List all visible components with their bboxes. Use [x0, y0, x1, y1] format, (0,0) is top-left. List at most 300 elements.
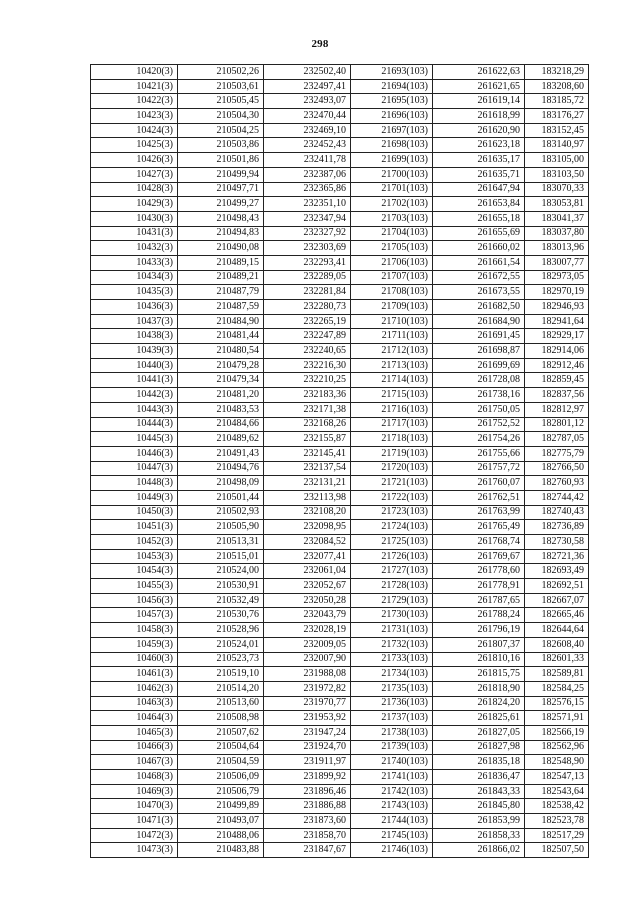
- x-coordinate-a-cell: 210503,61: [178, 79, 264, 94]
- x-coordinate-a-cell: 210480,54: [178, 344, 264, 359]
- x-coordinate-b-cell: 261765,49: [433, 520, 525, 535]
- point-id-b-cell: 21718(103): [351, 432, 433, 447]
- x-coordinate-b-cell: 261815,75: [433, 667, 525, 682]
- x-coordinate-b-cell: 261684,90: [433, 314, 525, 329]
- x-coordinate-b-cell: 261835,18: [433, 755, 525, 770]
- point-id-b-cell: 21743(103): [351, 799, 433, 814]
- point-id-a-cell: 10469(3): [91, 784, 178, 799]
- x-coordinate-a-cell: 210493,07: [178, 814, 264, 829]
- x-coordinate-b-cell: 261635,71: [433, 167, 525, 182]
- y-coordinate-b-cell: 182730,58: [525, 535, 589, 550]
- x-coordinate-a-cell: 210491,43: [178, 446, 264, 461]
- y-coordinate-b-cell: 182576,15: [525, 696, 589, 711]
- point-id-b-cell: 21736(103): [351, 696, 433, 711]
- point-id-b-cell: 21742(103): [351, 784, 433, 799]
- x-coordinate-a-cell: 210498,09: [178, 476, 264, 491]
- y-coordinate-a-cell: 232281,84: [264, 285, 351, 300]
- table-row: [91, 696, 589, 711]
- y-coordinate-b-cell: 182538,42: [525, 799, 589, 814]
- y-coordinate-b-cell: 182929,17: [525, 329, 589, 344]
- y-coordinate-a-cell: 232210,25: [264, 373, 351, 388]
- point-id-b-cell: 21713(103): [351, 358, 433, 373]
- x-coordinate-a-cell: 210504,25: [178, 123, 264, 138]
- point-id-b-cell: 21738(103): [351, 725, 433, 740]
- y-coordinate-a-cell: 232247,89: [264, 329, 351, 344]
- y-coordinate-a-cell: 231899,92: [264, 770, 351, 785]
- point-id-b-cell: 21741(103): [351, 770, 433, 785]
- y-coordinate-a-cell: 232137,54: [264, 461, 351, 476]
- point-id-b-cell: 21712(103): [351, 344, 433, 359]
- x-coordinate-b-cell: 261621,65: [433, 79, 525, 94]
- x-coordinate-a-cell: 210499,94: [178, 167, 264, 182]
- table-row: [91, 255, 589, 270]
- point-id-a-cell: 10462(3): [91, 681, 178, 696]
- x-coordinate-b-cell: 261762,51: [433, 490, 525, 505]
- x-coordinate-b-cell: 261755,66: [433, 446, 525, 461]
- x-coordinate-b-cell: 261824,20: [433, 696, 525, 711]
- point-id-a-cell: 10430(3): [91, 211, 178, 226]
- x-coordinate-b-cell: 261845,80: [433, 799, 525, 814]
- table-row: [91, 593, 589, 608]
- x-coordinate-b-cell: 261673,55: [433, 285, 525, 300]
- y-coordinate-a-cell: 232084,52: [264, 535, 351, 550]
- x-coordinate-b-cell: 261750,05: [433, 402, 525, 417]
- point-id-b-cell: 21717(103): [351, 417, 433, 432]
- x-coordinate-b-cell: 261763,99: [433, 505, 525, 520]
- point-id-b-cell: 21716(103): [351, 402, 433, 417]
- table-row: [91, 94, 589, 109]
- table-row: [91, 402, 589, 417]
- x-coordinate-a-cell: 210505,45: [178, 94, 264, 109]
- point-id-b-cell: 21711(103): [351, 329, 433, 344]
- y-coordinate-b-cell: 182608,40: [525, 637, 589, 652]
- point-id-b-cell: 21710(103): [351, 314, 433, 329]
- y-coordinate-a-cell: 232387,06: [264, 167, 351, 182]
- table-row: [91, 843, 589, 858]
- point-id-b-cell: 21695(103): [351, 94, 433, 109]
- y-coordinate-a-cell: 232216,30: [264, 358, 351, 373]
- x-coordinate-b-cell: 261788,24: [433, 608, 525, 623]
- x-coordinate-a-cell: 210506,09: [178, 770, 264, 785]
- y-coordinate-a-cell: 232009,05: [264, 637, 351, 652]
- y-coordinate-b-cell: 182760,93: [525, 476, 589, 491]
- y-coordinate-b-cell: 182912,46: [525, 358, 589, 373]
- x-coordinate-a-cell: 210483,53: [178, 402, 264, 417]
- table-row: [91, 300, 589, 315]
- y-coordinate-b-cell: 182766,50: [525, 461, 589, 476]
- y-coordinate-a-cell: 231924,70: [264, 740, 351, 755]
- point-id-a-cell: 10466(3): [91, 740, 178, 755]
- y-coordinate-a-cell: 231988,08: [264, 667, 351, 682]
- point-id-a-cell: 10439(3): [91, 344, 178, 359]
- y-coordinate-b-cell: 182543,64: [525, 784, 589, 799]
- table-row: [91, 476, 589, 491]
- point-id-a-cell: 10427(3): [91, 167, 178, 182]
- point-id-a-cell: 10426(3): [91, 153, 178, 168]
- y-coordinate-b-cell: 182667,07: [525, 593, 589, 608]
- x-coordinate-b-cell: 261796,19: [433, 623, 525, 638]
- point-id-b-cell: 21693(103): [351, 65, 433, 80]
- y-coordinate-a-cell: 232108,20: [264, 505, 351, 520]
- y-coordinate-a-cell: 231947,24: [264, 725, 351, 740]
- y-coordinate-b-cell: 182970,19: [525, 285, 589, 300]
- x-coordinate-a-cell: 210514,20: [178, 681, 264, 696]
- y-coordinate-b-cell: 182562,96: [525, 740, 589, 755]
- x-coordinate-a-cell: 210489,21: [178, 270, 264, 285]
- y-coordinate-b-cell: 182665,46: [525, 608, 589, 623]
- y-coordinate-b-cell: 182548,90: [525, 755, 589, 770]
- point-id-a-cell: 10460(3): [91, 652, 178, 667]
- point-id-b-cell: 21732(103): [351, 637, 433, 652]
- x-coordinate-b-cell: 261738,16: [433, 388, 525, 403]
- point-id-a-cell: 10448(3): [91, 476, 178, 491]
- point-id-b-cell: 21698(103): [351, 138, 433, 153]
- point-id-b-cell: 21699(103): [351, 153, 433, 168]
- point-id-b-cell: 21730(103): [351, 608, 433, 623]
- table-row: [91, 740, 589, 755]
- table-row: [91, 446, 589, 461]
- y-coordinate-a-cell: 232347,94: [264, 211, 351, 226]
- x-coordinate-a-cell: 210530,91: [178, 579, 264, 594]
- table-row: [91, 505, 589, 520]
- table-row: [91, 770, 589, 785]
- point-id-b-cell: 21700(103): [351, 167, 433, 182]
- point-id-b-cell: 21726(103): [351, 549, 433, 564]
- x-coordinate-a-cell: 210504,64: [178, 740, 264, 755]
- point-id-b-cell: 21707(103): [351, 270, 433, 285]
- x-coordinate-b-cell: 261787,65: [433, 593, 525, 608]
- y-coordinate-a-cell: 231911,97: [264, 755, 351, 770]
- x-coordinate-b-cell: 261778,60: [433, 564, 525, 579]
- point-id-b-cell: 21714(103): [351, 373, 433, 388]
- y-coordinate-a-cell: 232502,40: [264, 65, 351, 80]
- x-coordinate-b-cell: 261635,17: [433, 153, 525, 168]
- y-coordinate-b-cell: 182914,06: [525, 344, 589, 359]
- x-coordinate-a-cell: 210502,93: [178, 505, 264, 520]
- y-coordinate-a-cell: 231970,77: [264, 696, 351, 711]
- point-id-a-cell: 10452(3): [91, 535, 178, 550]
- x-coordinate-a-cell: 210530,76: [178, 608, 264, 623]
- x-coordinate-b-cell: 261825,61: [433, 711, 525, 726]
- x-coordinate-a-cell: 210501,86: [178, 153, 264, 168]
- x-coordinate-a-cell: 210501,44: [178, 490, 264, 505]
- point-id-a-cell: 10454(3): [91, 564, 178, 579]
- x-coordinate-a-cell: 210498,43: [178, 211, 264, 226]
- point-id-b-cell: 21728(103): [351, 579, 433, 594]
- table-row: [91, 197, 589, 212]
- table-row: [91, 828, 589, 843]
- y-coordinate-a-cell: 231847,67: [264, 843, 351, 858]
- x-coordinate-a-cell: 210494,83: [178, 226, 264, 241]
- y-coordinate-b-cell: 183185,72: [525, 94, 589, 109]
- x-coordinate-b-cell: 261807,37: [433, 637, 525, 652]
- y-coordinate-b-cell: 182941,64: [525, 314, 589, 329]
- y-coordinate-b-cell: 182692,51: [525, 579, 589, 594]
- table-row: [91, 725, 589, 740]
- point-id-b-cell: 21734(103): [351, 667, 433, 682]
- point-id-a-cell: 10447(3): [91, 461, 178, 476]
- y-coordinate-a-cell: 232293,41: [264, 255, 351, 270]
- x-coordinate-a-cell: 210497,71: [178, 182, 264, 197]
- y-coordinate-a-cell: 232183,36: [264, 388, 351, 403]
- point-id-a-cell: 10461(3): [91, 667, 178, 682]
- y-coordinate-b-cell: 183013,96: [525, 241, 589, 256]
- point-id-a-cell: 10425(3): [91, 138, 178, 153]
- point-id-a-cell: 10443(3): [91, 402, 178, 417]
- point-id-a-cell: 10468(3): [91, 770, 178, 785]
- y-coordinate-a-cell: 232470,44: [264, 109, 351, 124]
- x-coordinate-b-cell: 261620,90: [433, 123, 525, 138]
- y-coordinate-b-cell: 183103,50: [525, 167, 589, 182]
- table-row: [91, 623, 589, 638]
- x-coordinate-a-cell: 210528,96: [178, 623, 264, 638]
- y-coordinate-b-cell: 182523,78: [525, 814, 589, 829]
- y-coordinate-a-cell: 231972,82: [264, 681, 351, 696]
- point-id-a-cell: 10458(3): [91, 623, 178, 638]
- y-coordinate-b-cell: 182837,56: [525, 388, 589, 403]
- y-coordinate-b-cell: 183176,27: [525, 109, 589, 124]
- y-coordinate-b-cell: 182584,25: [525, 681, 589, 696]
- x-coordinate-b-cell: 261810,16: [433, 652, 525, 667]
- table-row: [91, 358, 589, 373]
- y-coordinate-a-cell: 232113,98: [264, 490, 351, 505]
- point-id-b-cell: 21708(103): [351, 285, 433, 300]
- y-coordinate-a-cell: 232411,78: [264, 153, 351, 168]
- x-coordinate-b-cell: 261836,47: [433, 770, 525, 785]
- page-number: 298: [311, 38, 329, 50]
- y-coordinate-b-cell: 182547,13: [525, 770, 589, 785]
- x-coordinate-b-cell: 261853,99: [433, 814, 525, 829]
- x-coordinate-a-cell: 210513,31: [178, 535, 264, 550]
- point-id-a-cell: 10464(3): [91, 711, 178, 726]
- point-id-a-cell: 10423(3): [91, 109, 178, 124]
- point-id-a-cell: 10473(3): [91, 843, 178, 858]
- point-id-b-cell: 21733(103): [351, 652, 433, 667]
- point-id-b-cell: 21724(103): [351, 520, 433, 535]
- y-coordinate-a-cell: 231896,46: [264, 784, 351, 799]
- point-id-a-cell: 10467(3): [91, 755, 178, 770]
- y-coordinate-a-cell: 232052,67: [264, 579, 351, 594]
- x-coordinate-a-cell: 210506,79: [178, 784, 264, 799]
- point-id-b-cell: 21697(103): [351, 123, 433, 138]
- point-id-b-cell: 21731(103): [351, 623, 433, 638]
- y-coordinate-a-cell: 232497,41: [264, 79, 351, 94]
- x-coordinate-b-cell: 261728,08: [433, 373, 525, 388]
- y-coordinate-a-cell: 232028,19: [264, 623, 351, 638]
- table-row: [91, 344, 589, 359]
- table-row: [91, 153, 589, 168]
- point-id-a-cell: 10422(3): [91, 94, 178, 109]
- point-id-a-cell: 10459(3): [91, 637, 178, 652]
- table-row: [91, 564, 589, 579]
- x-coordinate-a-cell: 210487,79: [178, 285, 264, 300]
- point-id-a-cell: 10451(3): [91, 520, 178, 535]
- table-row: [91, 65, 589, 80]
- y-coordinate-b-cell: 182812,97: [525, 402, 589, 417]
- y-coordinate-a-cell: 232351,10: [264, 197, 351, 212]
- point-id-b-cell: 21723(103): [351, 505, 433, 520]
- x-coordinate-a-cell: 210484,90: [178, 314, 264, 329]
- point-id-a-cell: 10421(3): [91, 79, 178, 94]
- table-row: [91, 535, 589, 550]
- y-coordinate-b-cell: 182744,42: [525, 490, 589, 505]
- x-coordinate-a-cell: 210532,49: [178, 593, 264, 608]
- y-coordinate-a-cell: 232098,95: [264, 520, 351, 535]
- y-coordinate-b-cell: 183208,60: [525, 79, 589, 94]
- table-row: [91, 608, 589, 623]
- y-coordinate-a-cell: 232050,28: [264, 593, 351, 608]
- point-id-a-cell: 10456(3): [91, 593, 178, 608]
- y-coordinate-a-cell: 231953,92: [264, 711, 351, 726]
- y-coordinate-a-cell: 232289,05: [264, 270, 351, 285]
- y-coordinate-b-cell: 182693,49: [525, 564, 589, 579]
- y-coordinate-a-cell: 232155,87: [264, 432, 351, 447]
- x-coordinate-a-cell: 210499,27: [178, 197, 264, 212]
- x-coordinate-b-cell: 261778,91: [433, 579, 525, 594]
- point-id-b-cell: 21746(103): [351, 843, 433, 858]
- x-coordinate-a-cell: 210488,06: [178, 828, 264, 843]
- coordinates-table: [90, 64, 589, 858]
- y-coordinate-a-cell: 232077,41: [264, 549, 351, 564]
- point-id-a-cell: 10450(3): [91, 505, 178, 520]
- point-id-b-cell: 21705(103): [351, 241, 433, 256]
- point-id-a-cell: 10432(3): [91, 241, 178, 256]
- point-id-a-cell: 10472(3): [91, 828, 178, 843]
- y-coordinate-a-cell: 231873,60: [264, 814, 351, 829]
- x-coordinate-b-cell: 261752,52: [433, 417, 525, 432]
- x-coordinate-b-cell: 261660,02: [433, 241, 525, 256]
- point-id-a-cell: 10434(3): [91, 270, 178, 285]
- x-coordinate-a-cell: 210504,30: [178, 109, 264, 124]
- x-coordinate-b-cell: 261858,33: [433, 828, 525, 843]
- table-row: [91, 417, 589, 432]
- point-id-b-cell: 21701(103): [351, 182, 433, 197]
- x-coordinate-a-cell: 210489,15: [178, 255, 264, 270]
- table-row: [91, 109, 589, 124]
- table-row: [91, 799, 589, 814]
- y-coordinate-a-cell: 232061,04: [264, 564, 351, 579]
- x-coordinate-a-cell: 210523,73: [178, 652, 264, 667]
- table-row: [91, 432, 589, 447]
- x-coordinate-b-cell: 261619,14: [433, 94, 525, 109]
- x-coordinate-b-cell: 261757,72: [433, 461, 525, 476]
- x-coordinate-a-cell: 210481,20: [178, 388, 264, 403]
- point-id-a-cell: 10470(3): [91, 799, 178, 814]
- x-coordinate-a-cell: 210504,59: [178, 755, 264, 770]
- y-coordinate-b-cell: 182736,89: [525, 520, 589, 535]
- x-coordinate-a-cell: 210508,98: [178, 711, 264, 726]
- x-coordinate-a-cell: 210494,76: [178, 461, 264, 476]
- x-coordinate-b-cell: 261827,98: [433, 740, 525, 755]
- point-id-a-cell: 10465(3): [91, 725, 178, 740]
- y-coordinate-b-cell: 183140,97: [525, 138, 589, 153]
- table-row: [91, 784, 589, 799]
- x-coordinate-b-cell: 261661,54: [433, 255, 525, 270]
- point-id-b-cell: 21715(103): [351, 388, 433, 403]
- x-coordinate-b-cell: 261623,18: [433, 138, 525, 153]
- y-coordinate-b-cell: 182787,05: [525, 432, 589, 447]
- y-coordinate-a-cell: 232145,41: [264, 446, 351, 461]
- coordinates-table-body: [91, 65, 589, 858]
- y-coordinate-b-cell: 183070,33: [525, 182, 589, 197]
- x-coordinate-b-cell: 261754,26: [433, 432, 525, 447]
- table-row: [91, 182, 589, 197]
- x-coordinate-b-cell: 261698,87: [433, 344, 525, 359]
- point-id-a-cell: 10440(3): [91, 358, 178, 373]
- y-coordinate-b-cell: 183007,77: [525, 255, 589, 270]
- point-id-a-cell: 10424(3): [91, 123, 178, 138]
- y-coordinate-b-cell: 182571,91: [525, 711, 589, 726]
- point-id-a-cell: 10436(3): [91, 300, 178, 315]
- y-coordinate-b-cell: 182601,33: [525, 652, 589, 667]
- point-id-a-cell: 10441(3): [91, 373, 178, 388]
- x-coordinate-a-cell: 210479,28: [178, 358, 264, 373]
- x-coordinate-a-cell: 210515,01: [178, 549, 264, 564]
- y-coordinate-a-cell: 232007,90: [264, 652, 351, 667]
- y-coordinate-b-cell: 183041,37: [525, 211, 589, 226]
- point-id-b-cell: 21720(103): [351, 461, 433, 476]
- point-id-a-cell: 10445(3): [91, 432, 178, 447]
- point-id-a-cell: 10449(3): [91, 490, 178, 505]
- point-id-b-cell: 21745(103): [351, 828, 433, 843]
- y-coordinate-b-cell: 182775,79: [525, 446, 589, 461]
- table-row: [91, 373, 589, 388]
- y-coordinate-a-cell: 232452,43: [264, 138, 351, 153]
- y-coordinate-a-cell: 232303,69: [264, 241, 351, 256]
- point-id-b-cell: 21739(103): [351, 740, 433, 755]
- table-row: [91, 388, 589, 403]
- x-coordinate-b-cell: 261843,33: [433, 784, 525, 799]
- y-coordinate-a-cell: 232365,86: [264, 182, 351, 197]
- x-coordinate-b-cell: 261818,90: [433, 681, 525, 696]
- point-id-b-cell: 21702(103): [351, 197, 433, 212]
- y-coordinate-b-cell: 182721,36: [525, 549, 589, 564]
- x-coordinate-b-cell: 261768,74: [433, 535, 525, 550]
- point-id-b-cell: 21696(103): [351, 109, 433, 124]
- table-row: [91, 79, 589, 94]
- table-row: [91, 138, 589, 153]
- x-coordinate-a-cell: 210524,01: [178, 637, 264, 652]
- y-coordinate-a-cell: 232265,19: [264, 314, 351, 329]
- point-id-b-cell: 21725(103): [351, 535, 433, 550]
- x-coordinate-a-cell: 210507,62: [178, 725, 264, 740]
- table-row: [91, 579, 589, 594]
- point-id-b-cell: 21744(103): [351, 814, 433, 829]
- y-coordinate-a-cell: 232043,79: [264, 608, 351, 623]
- x-coordinate-a-cell: 210502,26: [178, 65, 264, 80]
- table-row: [91, 329, 589, 344]
- y-coordinate-b-cell: 183218,29: [525, 65, 589, 80]
- x-coordinate-b-cell: 261618,99: [433, 109, 525, 124]
- point-id-b-cell: 21721(103): [351, 476, 433, 491]
- x-coordinate-b-cell: 261653,84: [433, 197, 525, 212]
- point-id-a-cell: 10442(3): [91, 388, 178, 403]
- x-coordinate-a-cell: 210499,89: [178, 799, 264, 814]
- point-id-a-cell: 10453(3): [91, 549, 178, 564]
- point-id-b-cell: 21694(103): [351, 79, 433, 94]
- table-row: [91, 241, 589, 256]
- x-coordinate-a-cell: 210513,60: [178, 696, 264, 711]
- y-coordinate-a-cell: 232240,65: [264, 344, 351, 359]
- y-coordinate-b-cell: 182589,81: [525, 667, 589, 682]
- x-coordinate-a-cell: 210483,88: [178, 843, 264, 858]
- table-row: [91, 314, 589, 329]
- point-id-b-cell: 21706(103): [351, 255, 433, 270]
- y-coordinate-b-cell: 182644,64: [525, 623, 589, 638]
- y-coordinate-a-cell: 232131,21: [264, 476, 351, 491]
- x-coordinate-a-cell: 210487,59: [178, 300, 264, 315]
- x-coordinate-a-cell: 210481,44: [178, 329, 264, 344]
